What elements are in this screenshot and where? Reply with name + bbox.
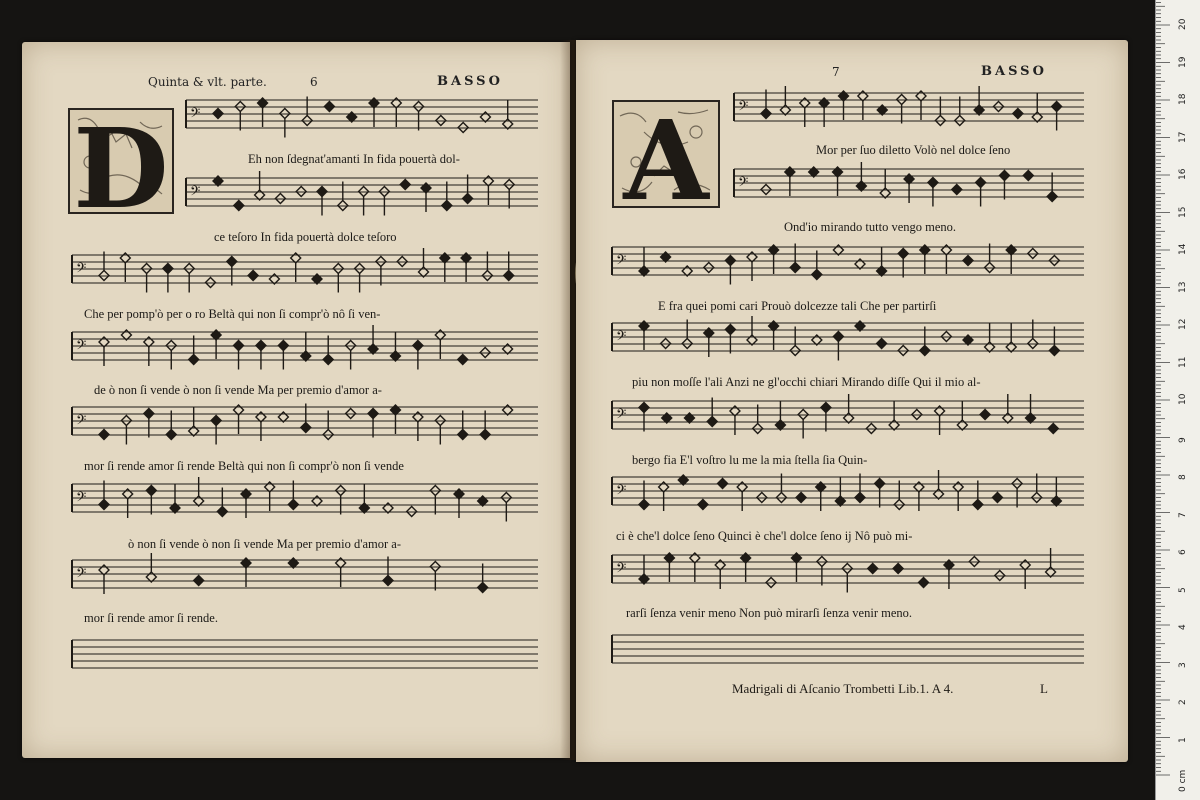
note-head: [99, 430, 109, 440]
note-head: [400, 180, 410, 190]
note-head: [868, 564, 878, 574]
ruler-number: 14: [1178, 243, 1188, 255]
note-head: [458, 355, 468, 365]
left-music-staves: [22, 42, 570, 758]
note-head: [761, 109, 771, 119]
music-staff: [612, 635, 1084, 663]
ruler-number: 7: [1178, 511, 1188, 518]
ruler-number: 11: [1178, 356, 1188, 368]
note-head: [952, 185, 962, 195]
note-head: [963, 256, 973, 266]
note-head: [324, 102, 334, 112]
lyric-line: ò non ſi vende ò non ſi vende Ma per premio d'amor a-: [128, 537, 402, 551]
note-head: [893, 564, 903, 574]
left-voice-label: BASSO: [437, 74, 503, 89]
music-staff: [612, 244, 1084, 285]
note-head: [194, 576, 204, 586]
note-head: [919, 578, 929, 588]
ruler-number: 18: [1178, 93, 1188, 105]
svg-text:𝄢: 𝄢: [616, 560, 627, 579]
lyric-line: mor ſi rende amor ſi rende.: [84, 611, 218, 625]
ruler-number: 19: [1178, 56, 1188, 68]
music-staff: [72, 248, 538, 293]
left-header-part: Quinta & vlt. parte.: [148, 75, 267, 89]
note-head: [1013, 109, 1023, 119]
note-head: [875, 479, 885, 489]
music-staff: [612, 316, 1084, 361]
signature-mark: L: [1040, 681, 1048, 696]
book-footer: Madrigali di Aſcanio Trombetti Lib.1. A 4.: [732, 681, 954, 696]
note-head: [1047, 192, 1057, 202]
svg-text:𝄢: 𝄢: [616, 406, 627, 425]
note-head: [1023, 171, 1033, 181]
lyric-line: ce teſoro In fida pouertà dolce teſoro: [214, 230, 397, 244]
svg-text:𝄢: 𝄢: [76, 337, 87, 356]
note-head: [99, 500, 109, 510]
note-head: [976, 178, 986, 188]
initial-letter-d: D: [73, 108, 169, 214]
note-head: [442, 201, 452, 211]
music-staff: [72, 404, 538, 445]
note-head: [980, 410, 990, 420]
note-head: [368, 409, 378, 419]
svg-text:𝄢: 𝄢: [76, 260, 87, 279]
note-head: [213, 109, 223, 119]
note-head: [920, 346, 930, 356]
ruler-number: 9: [1178, 436, 1188, 443]
ruler-number: 10: [1178, 393, 1188, 405]
music-staff: [186, 171, 538, 216]
ruler-number: 12: [1178, 318, 1188, 330]
ruler-number: 3: [1178, 661, 1188, 668]
svg-text:𝄢: 𝄢: [76, 412, 87, 431]
note-head: [463, 194, 473, 204]
note-head: [999, 171, 1009, 181]
svg-text:𝄢: 𝄢: [616, 482, 627, 501]
note-head: [855, 493, 865, 503]
note-head: [877, 339, 887, 349]
note-head: [234, 201, 244, 211]
right-page: [576, 40, 1128, 762]
ruler-number: 2: [1178, 699, 1188, 705]
note-head: [707, 417, 717, 427]
lyric-line: bergo fia E'l voſtro lu me la mia ſtella ſia Quin-: [632, 453, 868, 467]
ruler-number: 1: [1178, 736, 1188, 743]
music-staff: [72, 640, 538, 668]
note-head: [790, 263, 800, 273]
lyric-line: rarſi ſenza venir meno Non può mirarſi ſenza venir meno.: [626, 606, 913, 620]
note-head: [833, 332, 843, 342]
lyric-line: Eh non ſdegnat'amanti In fida pouertà dol-: [248, 152, 460, 166]
lyric-line: Ond'io mirando tutto vengo meno.: [784, 220, 957, 234]
note-head: [278, 341, 288, 351]
note-head: [639, 403, 649, 413]
right-voice-label: BASSO: [981, 64, 1047, 79]
svg-text:𝄢: 𝄢: [616, 252, 627, 271]
ruler-number: 5: [1178, 586, 1188, 593]
ruler-number: 6: [1178, 549, 1188, 555]
ruler-number: 16: [1178, 168, 1188, 180]
ruler-number: 17: [1178, 131, 1188, 143]
note-head: [973, 500, 983, 510]
note-head: [317, 187, 327, 197]
note-head: [725, 256, 735, 266]
svg-text:𝄢: 𝄢: [190, 105, 201, 124]
note-head: [821, 403, 831, 413]
right-page-number: 7: [832, 65, 840, 79]
note-head: [718, 479, 728, 489]
note-head: [796, 493, 806, 503]
svg-text:𝄢: 𝄢: [190, 183, 201, 202]
ruler-unit-label: 0 cm: [1178, 769, 1188, 792]
svg-text:𝄢: 𝄢: [616, 328, 627, 347]
note-head: [301, 423, 311, 433]
left-page-number: 6: [310, 75, 318, 89]
note-head: [725, 325, 735, 335]
ruler-number: 4: [1178, 624, 1188, 630]
lyric-line: de ò non ſi vende ò non ſi vende Ma per premio d'amor a-: [94, 383, 382, 397]
note-head: [248, 271, 258, 281]
music-staff: [72, 553, 538, 594]
note-head: [413, 341, 423, 351]
note-head: [639, 500, 649, 510]
note-head: [234, 341, 244, 351]
note-head: [698, 500, 708, 510]
ruler-number: 13: [1178, 281, 1188, 293]
music-staff: [186, 97, 538, 138]
music-staff: [734, 162, 1084, 207]
note-head: [478, 583, 488, 593]
svg-text:𝄢: 𝄢: [738, 174, 749, 193]
note-head: [288, 500, 298, 510]
note-head: [189, 355, 199, 365]
note-head: [166, 430, 176, 440]
measurement-ruler: [1155, 0, 1200, 800]
initial-letter-a: A: [623, 100, 709, 208]
music-staff: [612, 394, 1084, 439]
svg-text:𝄢: 𝄢: [76, 565, 87, 584]
ruler-number: 8: [1178, 474, 1188, 480]
note-head: [144, 409, 154, 419]
note-head: [458, 430, 468, 440]
music-staff: [72, 325, 538, 370]
music-staff: [612, 548, 1084, 593]
note-head: [146, 486, 156, 496]
lyric-line: ci è che'l dolce ſeno Quinci è che'l dolce ſeno ij Nô può mi-: [616, 529, 913, 543]
svg-text:𝄢: 𝄢: [76, 489, 87, 508]
lyric-line: piu non moſſe l'ali Anzi ne gl'occhi chiari Mirando diſſe Qui il mio al-: [632, 375, 981, 389]
note-head: [163, 264, 173, 274]
lyric-line: E fra quei pomi cari Prouò dolcezze tali Che per partirſi: [658, 299, 937, 313]
music-staff: [72, 477, 538, 522]
note-head: [323, 355, 333, 365]
lyric-line: Mor per ſuo diletto Volò nel dolce ſeno: [816, 143, 1011, 157]
note-head: [1049, 346, 1059, 356]
music-staff: [734, 86, 1084, 131]
lyric-line: mor ſi rende amor ſi rende Beltà qui non ſi compr'ò non ſi vende: [84, 459, 404, 473]
note-head: [898, 249, 908, 259]
svg-text:𝄢: 𝄢: [738, 98, 749, 117]
note-head: [256, 341, 266, 351]
note-head: [1052, 102, 1062, 112]
note-head: [928, 178, 938, 188]
note-head: [992, 493, 1002, 503]
left-page: [22, 42, 570, 758]
music-staff: [612, 470, 1084, 511]
ruler-number: 15: [1178, 206, 1188, 218]
note-head: [227, 257, 237, 267]
ruler-number: 20: [1178, 18, 1188, 30]
lyric-line: Che per pomp'ò per o ro Beltà qui non ſi compr'ò nô ſi ven-: [84, 307, 381, 321]
note-head: [1048, 424, 1058, 434]
note-head: [217, 507, 227, 517]
note-head: [480, 430, 490, 440]
note-head: [383, 576, 393, 586]
note-head: [504, 271, 514, 281]
note-head: [211, 416, 221, 426]
note-head: [812, 270, 822, 280]
